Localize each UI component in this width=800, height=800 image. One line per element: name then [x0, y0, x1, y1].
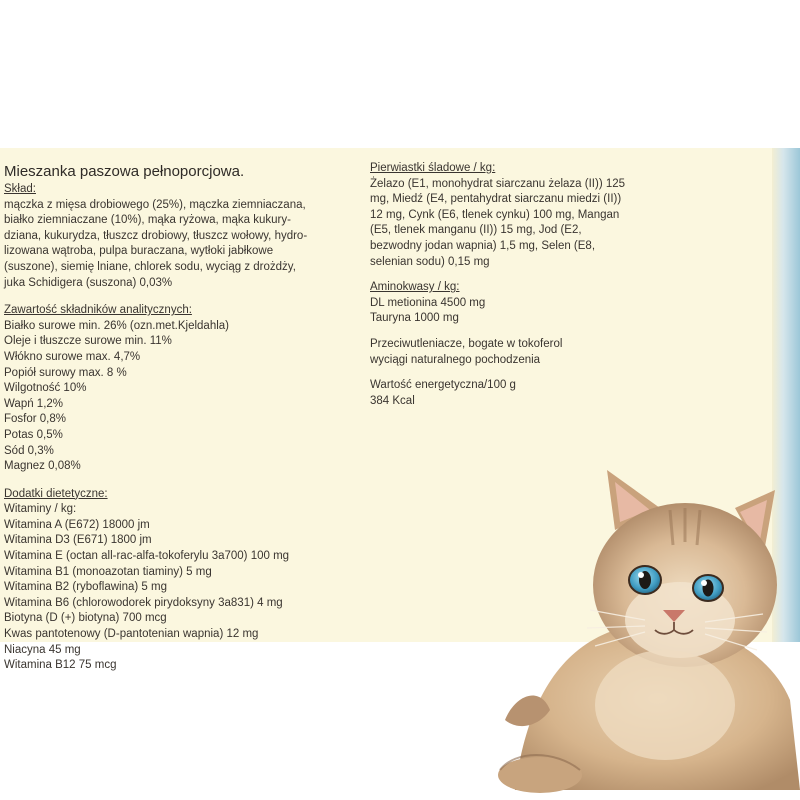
analytical-line: Oleje i tłuszcze surowe min. 11% — [4, 335, 172, 348]
additives-line: Niacyna 45 mg — [4, 643, 81, 656]
trace-elements-heading: Pierwiastki śladowe / kg: — [370, 162, 496, 174]
spacer — [4, 291, 354, 303]
label-panel — [0, 148, 800, 672]
additives-line: Biotyna (D (+) biotyna) 700 mcg — [4, 612, 167, 625]
analytical-line: Magnez 0,08% — [4, 460, 81, 473]
composition-line: dziana, kukurydza, tłuszcz drobiowy, tłuszcz wołowy, hydro- — [4, 229, 308, 242]
energy-line: 384 Kcal — [370, 394, 415, 407]
composition-line: (suszone), siemię lniane, chlorek sodu, wyciąg z drożdży, — [4, 260, 296, 273]
composition-heading: Skład: — [4, 183, 36, 195]
composition-line: lizowana wątroba, pulpa buraczana, wytłoki jabłkowe — [4, 245, 274, 258]
trace-elements-line: (E5, tlenek manganu (II)) 15 mg, Jod (E2, — [370, 224, 582, 237]
analytical-line: Potas 0,5% — [4, 428, 63, 441]
spacer — [370, 270, 670, 280]
analytical-line: Fosfor 0,8% — [4, 413, 66, 426]
amino-acids-heading: Aminokwasy / kg: — [370, 281, 460, 294]
additives-line: Witamina B12 75 mcg — [4, 659, 117, 672]
additives-line: Witamina A (E672) 18000 jm — [4, 518, 150, 531]
composition-line: mączka z mięsa drobiowego (25%), mączka ziemniaczana, — [4, 198, 306, 211]
additives-line: Witamina D3 (E671) 1800 jm — [4, 534, 152, 547]
cat-photo — [495, 470, 800, 790]
analytical-line: Popiół surowy max. 8 % — [4, 366, 127, 379]
trace-elements-line: mg, Miedź (E4, pentahydrat siarczanu miedzi (II)) — [370, 193, 622, 206]
analytical-heading: Zawartość składników analitycznych: — [4, 304, 192, 317]
composition-line: białko ziemniaczane (10%), mąka ryżowa, mąka kukury- — [4, 214, 291, 227]
antioxidants-line: Przeciwutleniacze, bogate w tokoferol — [370, 337, 563, 350]
additives-line: Witamina B6 (chlorowodorek pirydoksyny 3a831) 4 mg — [4, 596, 283, 609]
spacer — [4, 475, 354, 487]
analytical-line: Wapń 1,2% — [4, 397, 64, 410]
additives-line: Witaminy / kg: — [4, 503, 77, 516]
analytical-line: Włókno surowe max. 4,7% — [4, 350, 141, 363]
analytical-line: Białko surowe min. 26% (ozn.met.Kjeldahla) — [4, 319, 229, 332]
additives-line: Witamina B2 (ryboflawina) 5 mg — [4, 581, 167, 594]
trace-elements-line: 12 mg, Cynk (E6, tlenek cynku) 100 mg, Mangan — [370, 208, 620, 221]
energy-line: Wartość energetyczna/100 g — [370, 379, 516, 392]
product-title: Mieszanka paszowa pełnoporcjowa. — [4, 163, 245, 180]
right-column — [370, 161, 670, 409]
additives-heading: Dodatki dietetyczne: — [4, 487, 108, 500]
left-column — [4, 162, 354, 674]
additives-line: Witamina B1 (monoazotan tiaminy) 5 mg — [4, 565, 212, 578]
trace-elements-line: selenian sodu) 0,15 mg — [370, 255, 490, 268]
additives-line: Witamina E (octan all-rac-alfa-tokoferylu 3a700) 100 mg — [4, 550, 290, 563]
analytical-line: Sód 0,3% — [4, 444, 54, 457]
analytical-line: Wilgotność 10% — [4, 382, 87, 395]
antioxidants-line: wyciągi naturalnego pochodzenia — [370, 353, 541, 366]
spacer — [370, 368, 670, 378]
additives-line: Kwas pantotenowy (D-pantotenian wapnia) 12 mg — [4, 628, 259, 641]
composition-line: juka Schidigera (suszona) 0,03% — [4, 276, 173, 289]
amino-acids-line: Tauryna 1000 mg — [370, 312, 459, 325]
trace-elements-line: Żelazo (E1, monohydrat siarczanu żelaza (II)) 125 — [370, 177, 626, 190]
amino-acids-line: DL metionina 4500 mg — [370, 296, 486, 309]
trace-elements-line: bezwodny jodan wapnia) 1,5 mg, Selen (E8, — [370, 239, 596, 252]
spacer — [370, 327, 670, 337]
